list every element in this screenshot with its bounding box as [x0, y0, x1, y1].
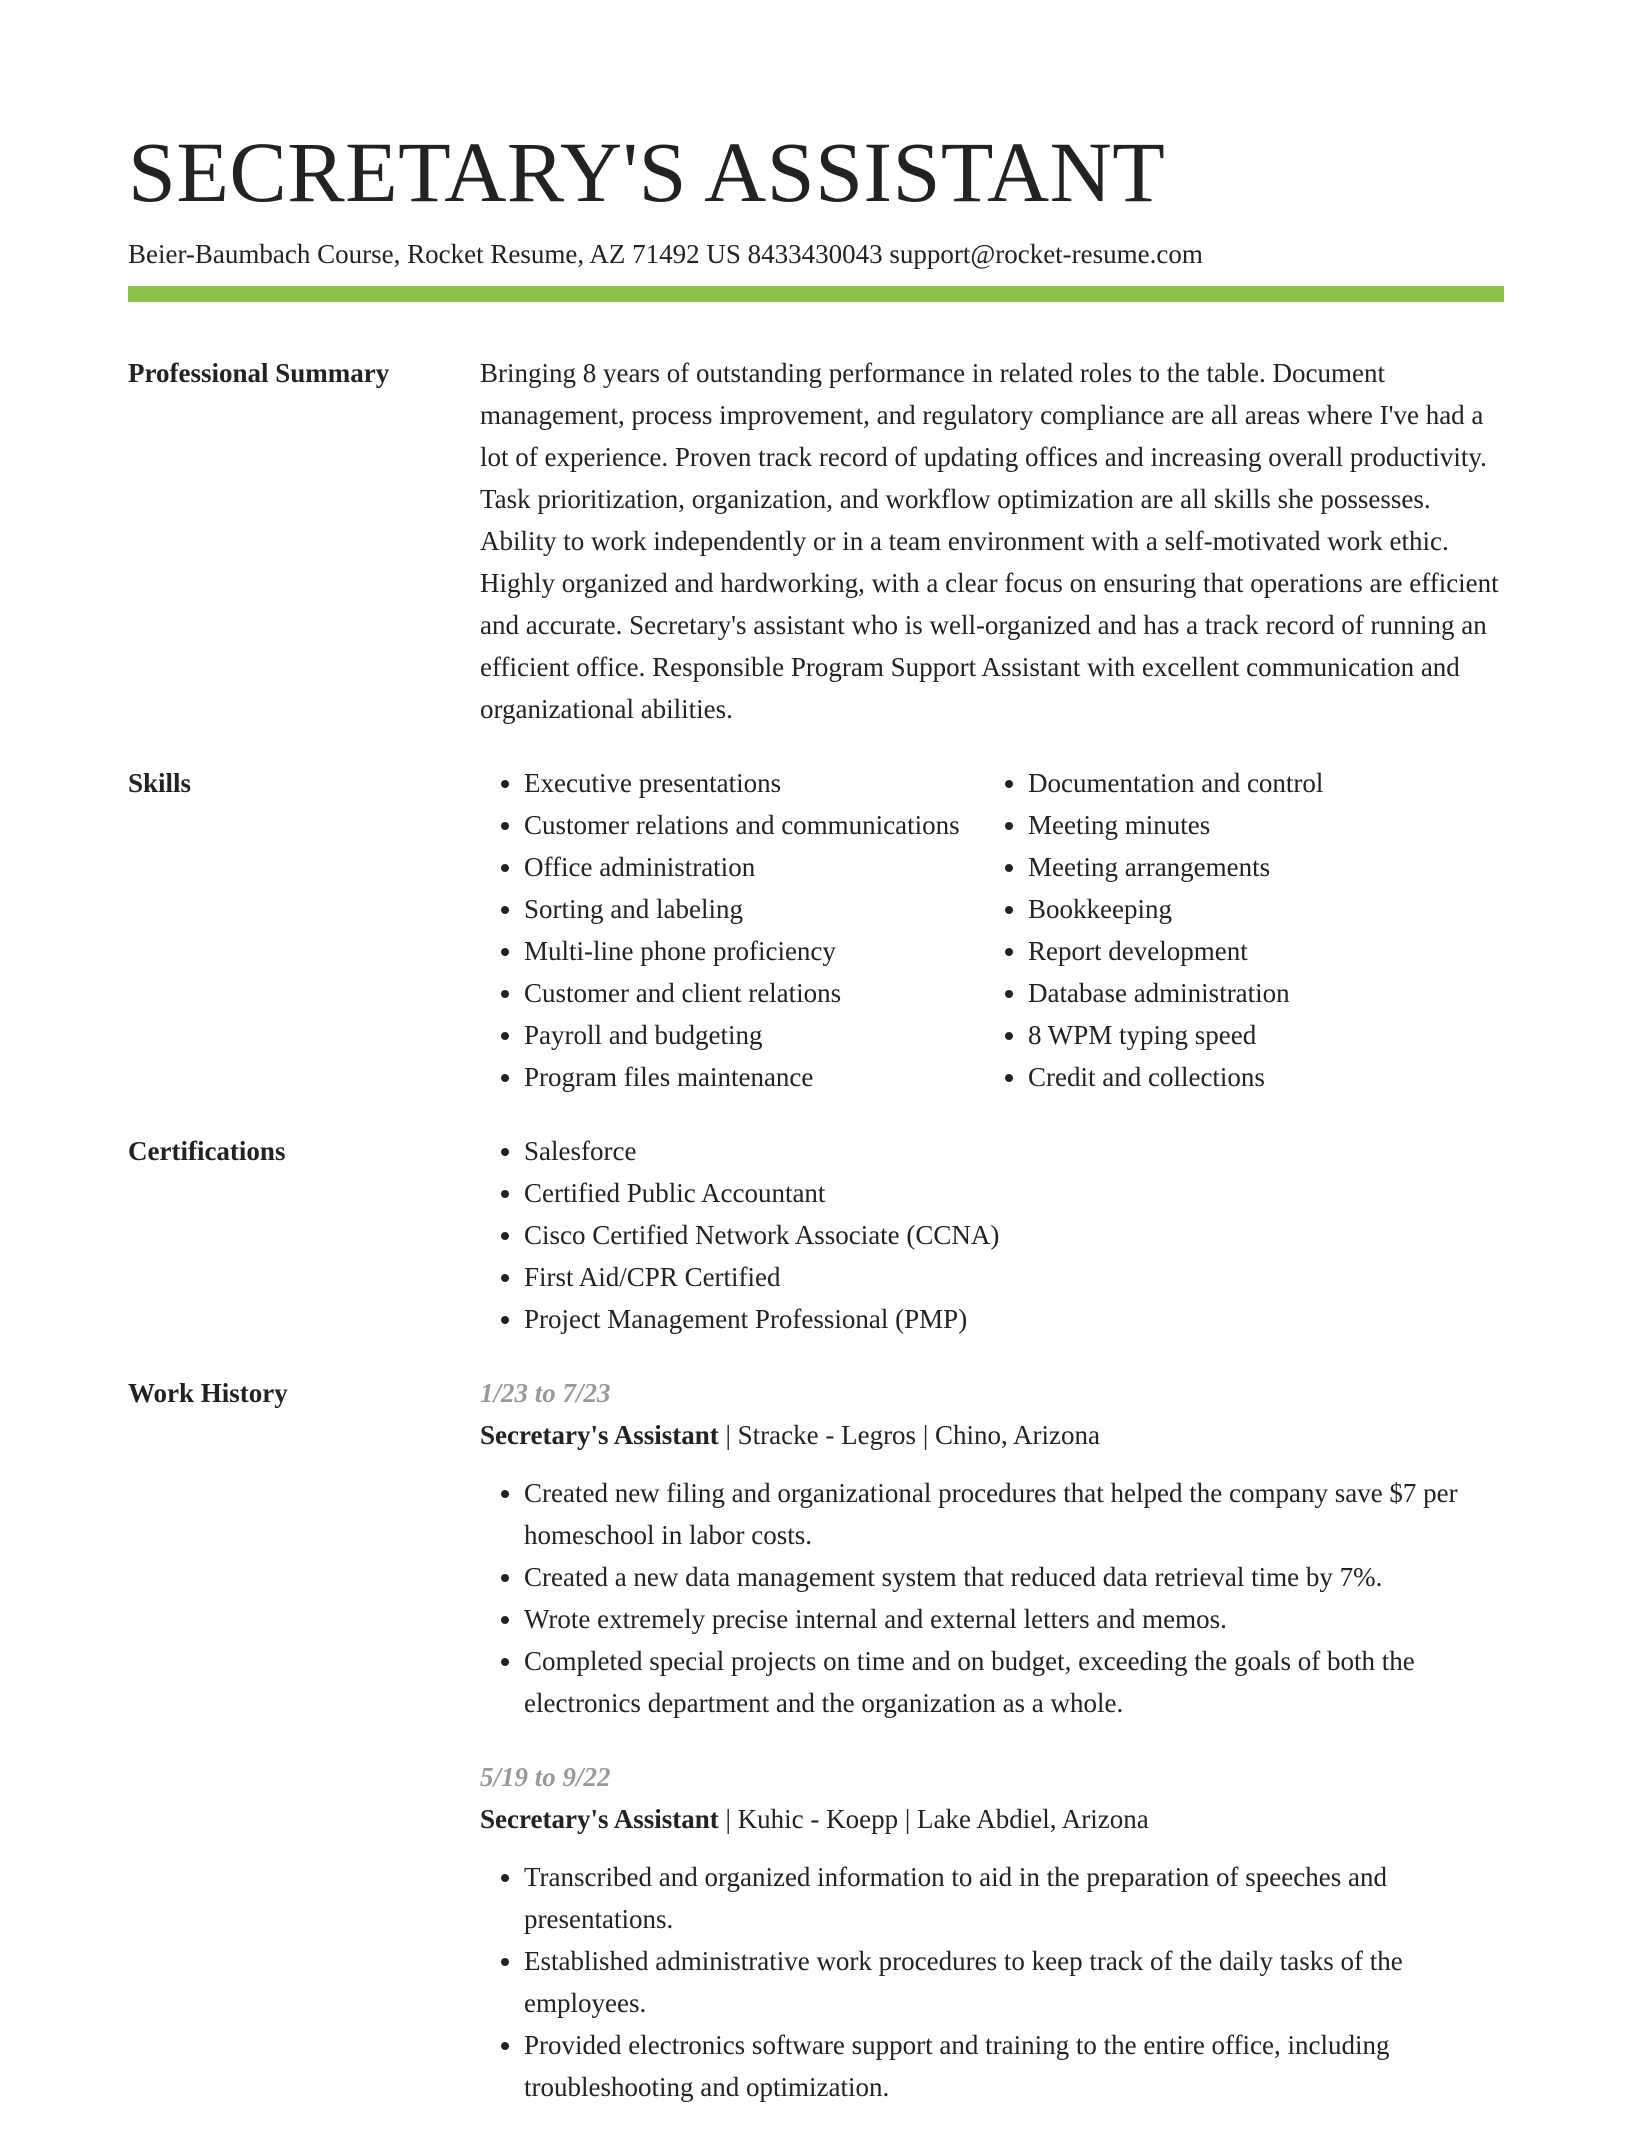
- job-bullets: [480, 1856, 1504, 2108]
- skill-item: • Executive presentations: [524, 762, 984, 804]
- job-details: | Kuhic - Koepp | Lake Abdiel, Arizona: [718, 1804, 1149, 1834]
- skills-grid: [480, 762, 1504, 1098]
- job-details: | Stracke - Legros | Chino, Arizona: [718, 1420, 1100, 1450]
- job-bullet: • Created new filing and organizational procedures that helped the company save $7 per homeschool in labor costs.: [524, 1472, 1504, 1556]
- resume-name: SECRETARY'S ASSISTANT: [128, 124, 1166, 220]
- job-bullets: [480, 1472, 1504, 1724]
- skill-item: • Credit and collections: [1028, 1056, 1504, 1098]
- work-history-body: [480, 1372, 1504, 2140]
- certification-item: • Project Management Professional (PMP): [524, 1298, 1504, 1340]
- contact-line: Beier-Baumbach Course, Rocket Resume, AZ 71492 US 8433430043 support@rocket-resume.com: [128, 239, 1203, 269]
- job-entry: [480, 1756, 1504, 2108]
- accent-divider: [128, 286, 1504, 302]
- certification-item: • Certified Public Accountant: [524, 1172, 1504, 1214]
- job-bullet: • Provided electronics software support and training to the entire office, including troubleshooting and optimization.: [524, 2024, 1504, 2108]
- job-bullet: • Established administrative work procedures to keep track of the daily tasks of the employees.: [524, 1940, 1504, 2024]
- skill-item: • Database administration: [1028, 972, 1504, 1014]
- job-dates: 5/19 to 9/22: [480, 1762, 611, 1792]
- skill-item: • Sorting and labeling: [524, 888, 984, 930]
- skill-item: • Customer relations and communications: [524, 804, 984, 846]
- job-header: [480, 1414, 1504, 1456]
- job-bullet: • Wrote extremely precise internal and external letters and memos.: [524, 1598, 1504, 1640]
- skill-item: • Bookkeeping: [1028, 888, 1504, 930]
- skill-item: • Documentation and control: [1028, 762, 1504, 804]
- skill-item: • 8 WPM typing speed: [1028, 1014, 1504, 1056]
- skill-item: • Customer and client relations: [524, 972, 984, 1014]
- skill-item: • Report development: [1028, 930, 1504, 972]
- job-dates: 1/23 to 7/23: [480, 1378, 611, 1408]
- certifications-label: Certifications: [128, 1136, 286, 1166]
- job-title: Secretary's Assistant: [480, 1804, 719, 1834]
- job-bullet: • Completed special projects on time and on budget, exceeding the goals of both the electronics department and the organization as a whole.: [524, 1640, 1504, 1724]
- summary-text: Bringing 8 years of outstanding performance in related roles to the table. Document management, process improvement, and regulatory compliance are all areas where I've had a lot of experience. Proven track record of updating offices and increasing overall productivity. Task prioritization, organization, and workflow optimization are all skills she possesses. Ability to work independently or in a team environment with a self-motivated work ethic. Highly organized and hardworking, with a clear focus on ensuring that operations are efficient and accurate. Secretary's assistant who is well-organized and has a track record of running an efficient office. Responsible Program Support Assistant with excellent communication and organizational abilities.: [480, 358, 1499, 724]
- skill-item: • Program files maintenance: [524, 1056, 984, 1098]
- job-bullet: • Created a new data management system that reduced data retrieval time by 7%.: [524, 1556, 1504, 1598]
- skill-item: • Meeting minutes: [1028, 804, 1504, 846]
- job-bullet: • Transcribed and organized information to aid in the preparation of speeches and presentations.: [524, 1856, 1504, 1940]
- job-header: [480, 1798, 1504, 1840]
- certification-item: • Cisco Certified Network Associate (CCNA): [524, 1214, 1504, 1256]
- certification-item: • Salesforce: [524, 1130, 1504, 1172]
- skills-column-right: [984, 762, 1504, 1098]
- skills-label: Skills: [128, 768, 192, 798]
- skill-item: • Multi-line phone proficiency: [524, 930, 984, 972]
- skill-item: • Office administration: [524, 846, 984, 888]
- certification-item: • First Aid/CPR Certified: [524, 1256, 1504, 1298]
- skill-item: • Meeting arrangements: [1028, 846, 1504, 888]
- certifications-section: [128, 1130, 1504, 1340]
- skill-item: • Payroll and budgeting: [524, 1014, 984, 1056]
- work-history-section: [128, 1372, 1504, 2140]
- job-title: Secretary's Assistant: [480, 1420, 719, 1450]
- resume-page: [128, 0, 1504, 2140]
- skills-column-left: [480, 762, 984, 1098]
- work-history-label: Work History: [128, 1378, 288, 1408]
- summary-section: [128, 352, 1504, 730]
- skills-section: [128, 762, 1504, 1098]
- summary-label: Professional Summary: [128, 358, 390, 388]
- certifications-list: [480, 1130, 1504, 1340]
- job-entry: [480, 1372, 1504, 1724]
- certifications-body: [480, 1130, 1504, 1340]
